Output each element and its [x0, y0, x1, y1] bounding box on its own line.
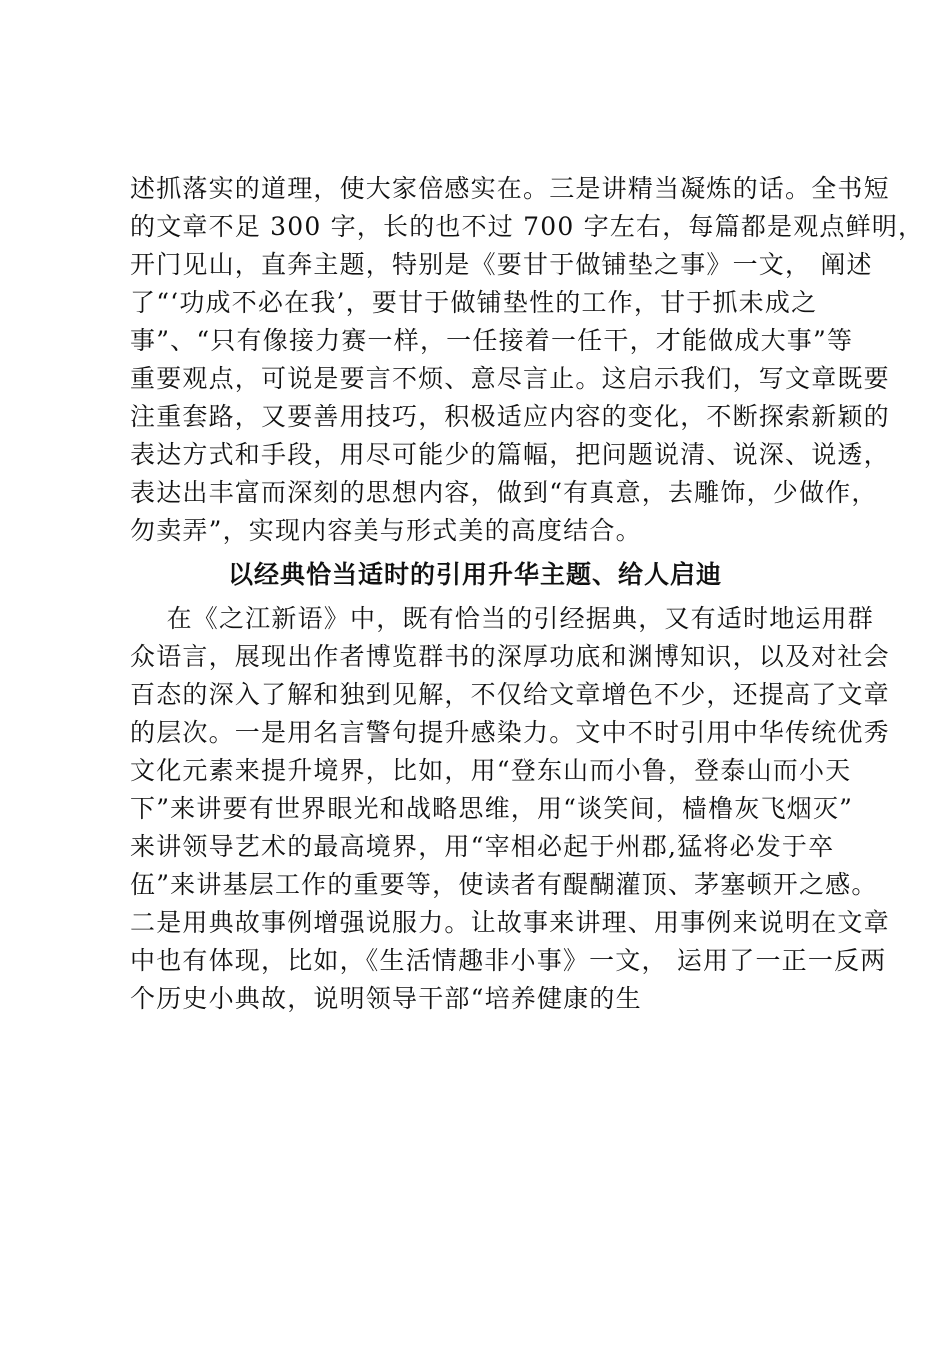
paragraph-line: 事”、“只有像接力赛一样，一任接着一任干，才能做成大事”等 [130, 326, 854, 355]
paragraph-line: 表达方式和手段，用尽可能少的篇幅，把问题说清、说深、说透， [130, 440, 890, 469]
paragraph-line: 伍”来讲基层工作的重要等，使读者有醍醐灌顶、茅塞顿开之感。 [130, 870, 878, 899]
paragraph-line: 注重套路，又要善用技巧，积极适应内容的变化，不断探索新颖的 [130, 402, 890, 431]
paragraph-line: 众语言，展现出作者博览群书的深厚功底和渊博知识，以及对社会 [130, 642, 890, 671]
paragraph-line: 来讲领导艺术的最高境界，用“宰相必起于州郡,猛将必发于卒 [130, 832, 835, 861]
paragraph-line: 百态的深入了解和独到见解，不仅给文章增色不少，还提高了文章 [130, 680, 890, 709]
paragraph-line: 述抓落实的道理，使大家倍感实在。三是讲精当凝炼的话。全书短 [130, 174, 890, 203]
section-heading: 以经典恰当适时的引用升华主题、给人启迪 [227, 560, 722, 589]
paragraph-line: 表达出丰富而深刻的思想内容，做到“有真意，去雕饰，少做作， [130, 478, 878, 507]
paragraph-line: 在《之江新语》中，既有恰当的引经据典，又有适时地运用群 [130, 604, 874, 633]
paragraph-line: 个历史小典故，说明领导干部“培养健康的生 [130, 984, 642, 1013]
paragraph-line: 开门见山，直奔主题，特别是《要甘于做铺垫之事》一文， 阐述 [130, 250, 873, 279]
paragraph-line: 重要观点，可说是要言不烦、意尽言止。这启示我们，写文章既要 [130, 364, 890, 393]
paragraph-line: 下”来讲要有世界眼光和战略思维，用“谈笑间，樯橹灰飞烟灭” [130, 794, 854, 823]
paragraph-line: 文化元素来提升境界，比如，用“登东山而小鲁，登泰山而小天 [130, 756, 852, 785]
paragraph-line: 了“‘功成不必在我’，要甘于做铺垫性的工作，甘于抓未成之 [130, 288, 818, 317]
paragraph-line: 的文章不足 300 字，长的也不过 700 字左右，每篇都是观点鲜明， [130, 212, 925, 241]
paragraph-line: 勿卖弄”，实现内容美与形式美的高度结合。 [130, 516, 642, 545]
paragraph-line: 的层次。一是用名言警句提升感染力。文中不时引用中华传统优秀 [130, 718, 890, 747]
paragraph-line: 中也有体现，比如，《生活情趣非小事》一文， 运用了一正一反两 [130, 946, 887, 975]
paragraph-line: 二是用典故事例增强说服力。让故事来讲理、用事例来说明在文章 [130, 908, 890, 937]
